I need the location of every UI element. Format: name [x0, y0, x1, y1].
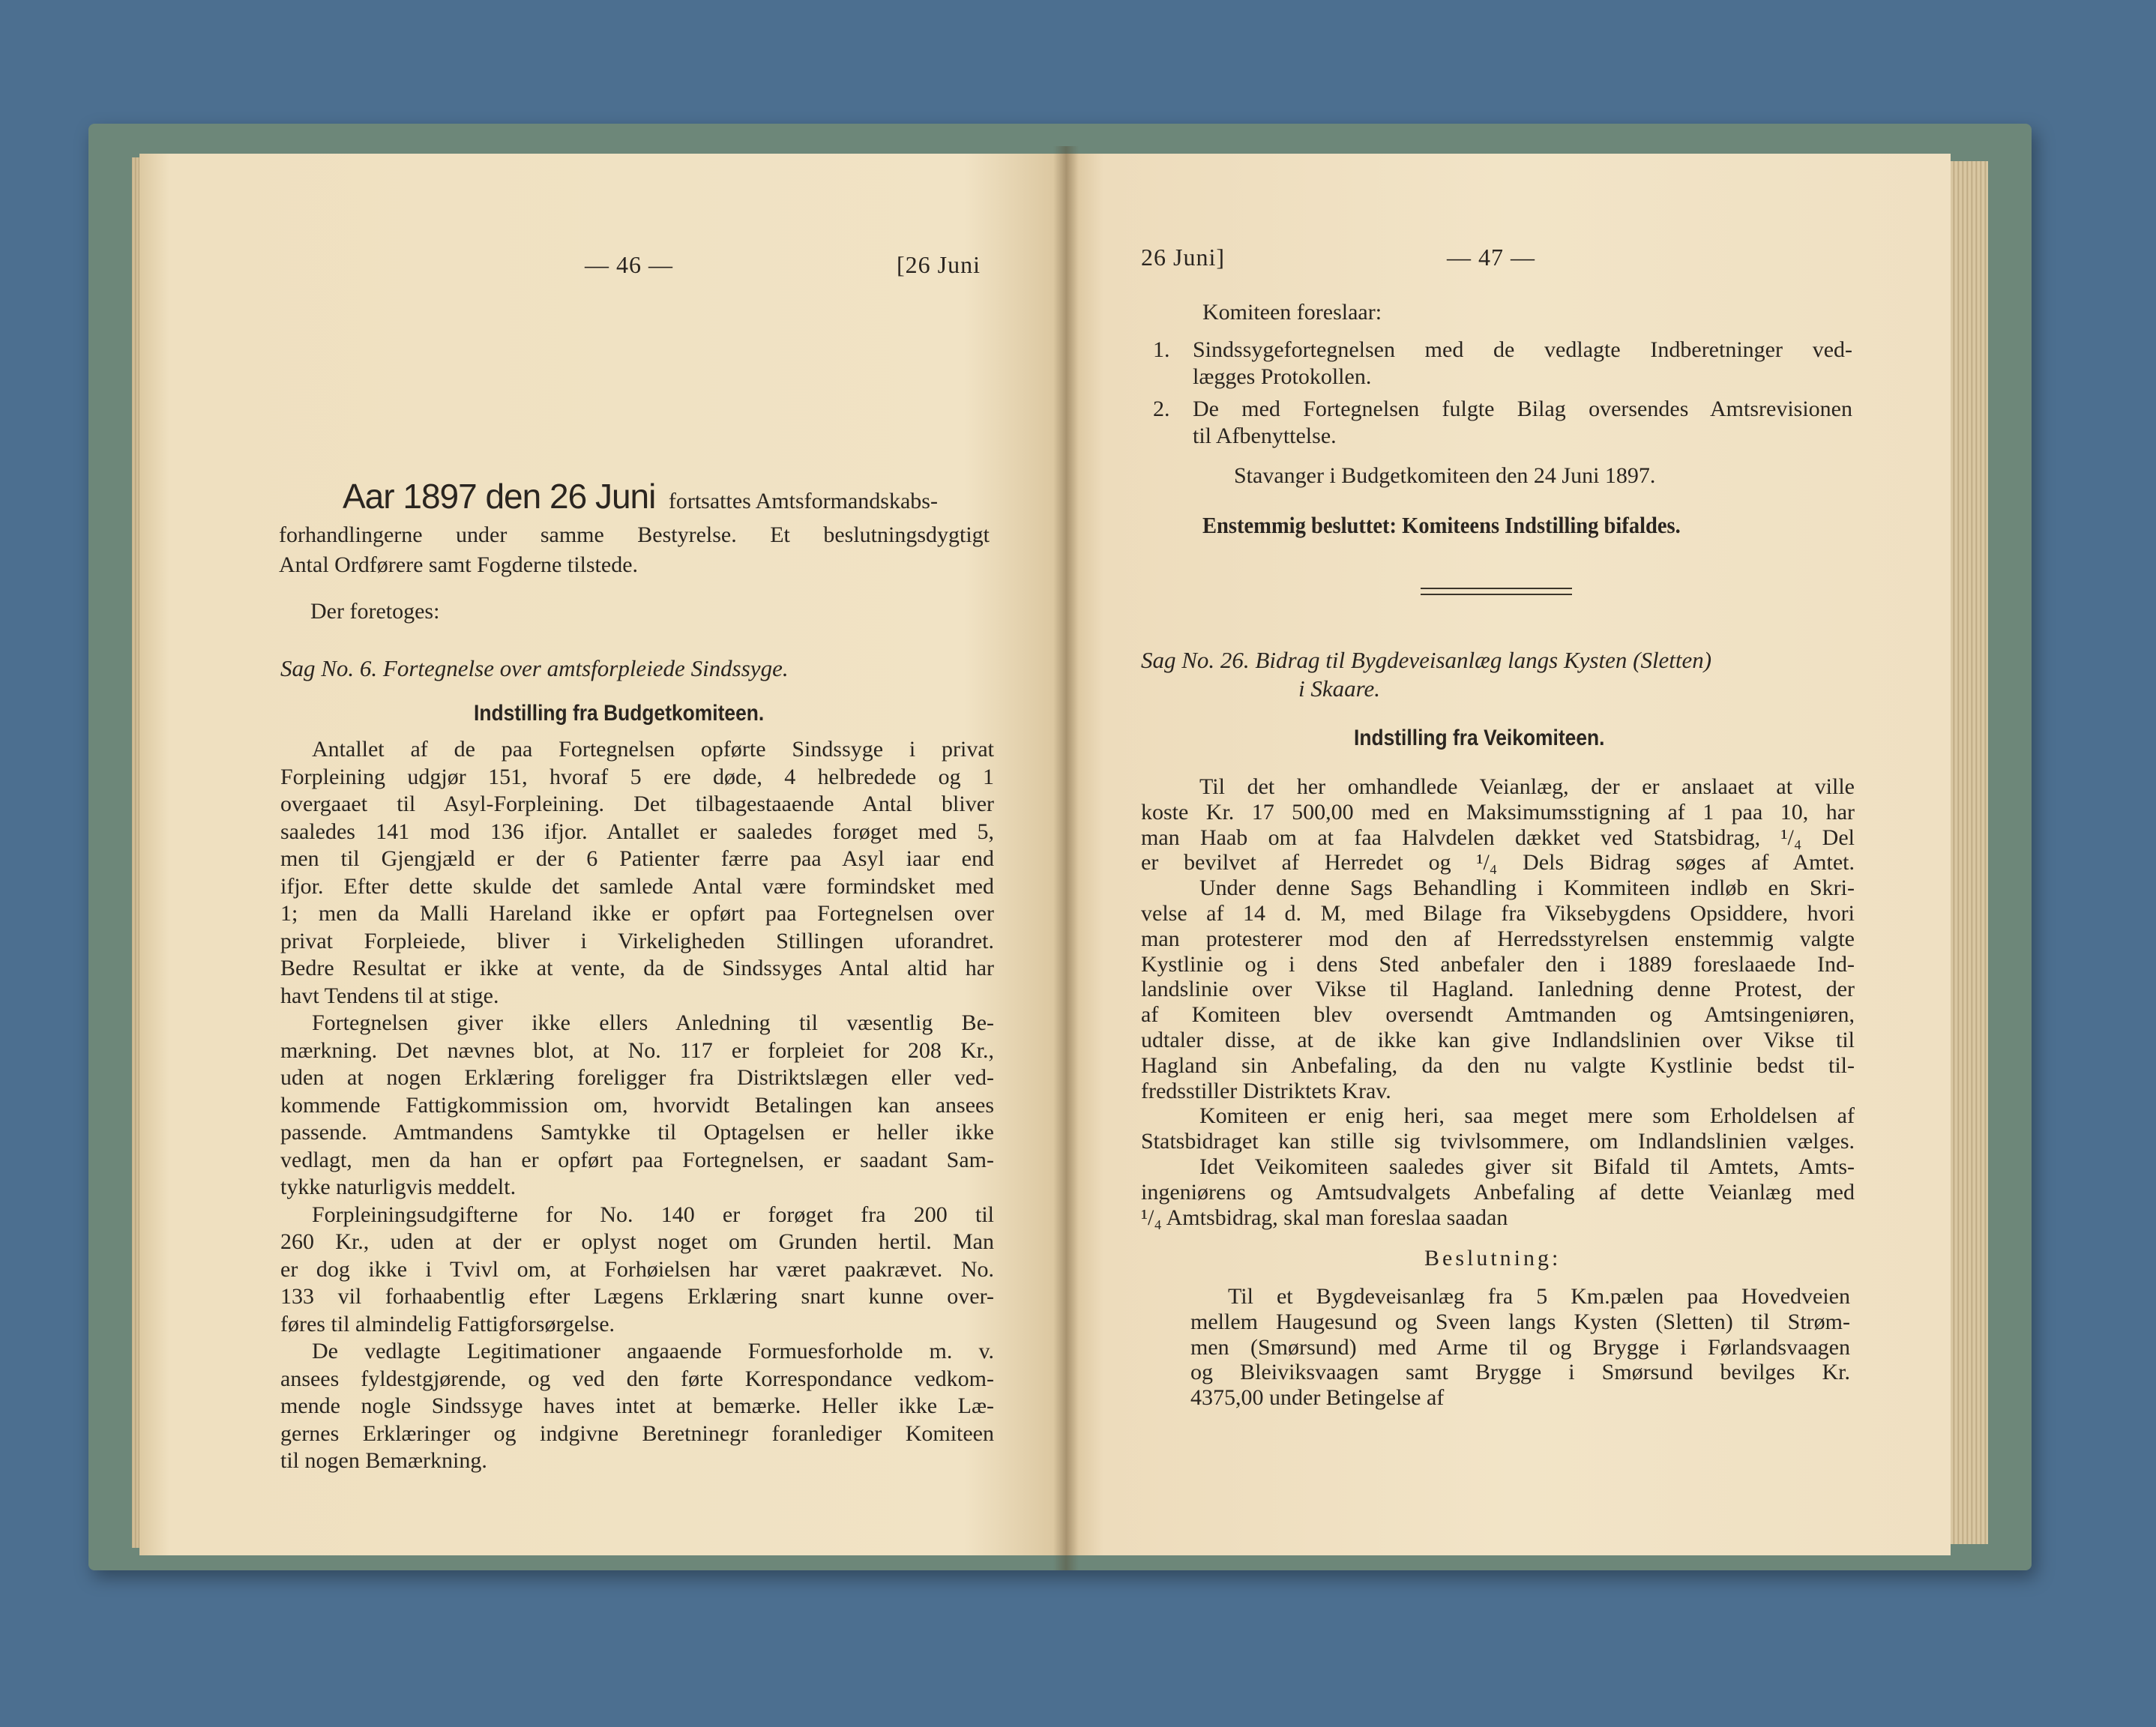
body-line: men til Gjengjæld er der 6 Patienter færre paa Asyl iaar end [280, 846, 994, 871]
body-line: udtaler disse, at de ikke kan give Indlandslinien over Vikse til [1141, 1028, 1855, 1052]
right-page-edge [1951, 161, 1988, 1544]
body-line: kommende Fattigkommission om, hvorvidt Betalingen kan ansees [280, 1092, 994, 1118]
resolution-line: Enstemmig besluttet: Komiteens Indstilling bifaldes. [1202, 512, 1681, 538]
left-section-heading: Indstilling fra Budgetkomiteen. [474, 701, 765, 726]
body-line: landslinie over Vikse til Hagland. Ianledning denne Protest, der [1141, 977, 1855, 1002]
opening-line: Antal Ordførere samt Fogderne tilstede. [279, 552, 639, 577]
body-line: 260 Kr., uden at der er oplyst noget om Grunden hertil. Man [280, 1229, 994, 1254]
decision-line: Til et Bygdeveisanlæg fra 5 Km.pælen paa Hovedveien [1228, 1284, 1850, 1309]
right-case-title-1: Sag No. 26. Bidrag til Bygdeveisanlæg langs Kysten (Sletten) [1141, 647, 1712, 673]
body-line: Hagland sin Anbefaling, da den nu valgte Kystlinie bedst til- [1141, 1052, 1855, 1078]
body-line: koste Kr. 17 500,00 med en Maksimumsstigning af 1 paa 10, har [1141, 799, 1855, 825]
body-line: ansees fyldestgjørende, og ved den førte Korrespondance vedkom- [280, 1366, 994, 1391]
body-line: Statsbidraget kan stille sig tvivlsommere, om Indlandslinien vælges. [1141, 1129, 1855, 1154]
right-date-header: 26 Juni] [1141, 244, 1225, 271]
proposal-item-number: 2. [1153, 397, 1170, 421]
divider-rule-bottom [1421, 594, 1572, 595]
body-line: af Komiteen blev oversendt Amtmanden og Amtsingeniøren, [1141, 1002, 1855, 1028]
body-line: overgaaet til Asyl-Forpleining. Det tilbagestaaende Antal bliver [280, 792, 994, 816]
body-line: Idet Veikomiteen saaledes giver sit Bifald til Amtets, Amts- [1199, 1154, 1855, 1179]
body-line: Kystlinie og i dens Sted anbefaler den i 1889 foreslaaede Ind- [1141, 951, 1855, 977]
body-line: Forpleiningsudgifterne for No. 140 er forøget fra 200 til [312, 1202, 994, 1227]
body-line: fredsstiller Distriktets Krav. [1141, 1078, 1391, 1103]
decision-line: 4375,00 under Betingelse af [1190, 1385, 1445, 1411]
body-line: Under denne Sags Behandling i Kommiteen indløb en Skri- [1199, 875, 1855, 901]
decision-line: mellem Haugesund og Sveen langs Kysten (Sletten) til Strøm- [1190, 1309, 1850, 1334]
left-page-number: — 46 — [585, 251, 673, 278]
body-line: Antallet af de paa Fortegnelsen opførte Sindssyge i privat [312, 737, 994, 762]
left-date-header: [26 Juni [897, 251, 981, 278]
body-line: gernes Erklæringer og indgivne Beretninegr foranlediger Komiteen [280, 1420, 994, 1446]
proposal-intro: Komiteen foreslaar: [1202, 300, 1382, 325]
proposal-item-line: til Afbenyttelse. [1193, 424, 1337, 448]
body-line: mende nogle Sindssyge haves intet at bemærke. Heller ikke Læ- [280, 1393, 994, 1418]
proposal-item-line: lægges Protokollen. [1193, 364, 1372, 389]
divider-rule-top [1421, 588, 1572, 589]
body-line: tykke naturligvis meddelt. [280, 1175, 517, 1199]
body-line: Bedre Resultat er ikke at vente, da de Sindssyges Antal altid har [280, 956, 994, 980]
body-line: Til det her omhandlede Veianlæg, der er anslaaet at ville [1199, 774, 1855, 799]
opening-line: forhandlingerne under samme Bestyrelse. Et beslutningsdygtigt [279, 522, 990, 547]
book-gutter [1053, 146, 1079, 1570]
body-line: Fortegnelsen giver ikke ellers Anledning til væsentlig Be- [312, 1010, 994, 1035]
opening-lead: Aar 1897 den 26 Juni [343, 477, 656, 516]
decision-heading: Beslutning: [1424, 1246, 1562, 1271]
right-page-number: — 47 — [1447, 244, 1535, 271]
body-line: føres til almindelig Fattigforsørgelse. [280, 1311, 615, 1336]
decision-line: og Bleiviksvaagen samt Brygge i Smørsund bevilges Kr. [1190, 1360, 1850, 1385]
decision-line: men (Smørsund) med Arme til og Brygge i Førlandsvaagen [1190, 1334, 1850, 1360]
proposal-item-line: De med Fortegnelsen fulgte Bilag oversendes Amtsrevisionen [1193, 397, 1852, 421]
body-line: er dog ikke i Tvivl om, at Forhøielsen har været paakrævet. No. [280, 1256, 994, 1282]
body-line: saaledes 141 mod 136 ifjor. Antallet er saaledes forøget med 5, [280, 819, 994, 844]
opening-line-1: fortsattes Amtsformandskabs- [668, 489, 938, 513]
left-case-title: Sag No. 6. Fortegnelse over amtsforpleiede Sindssyge. [280, 655, 789, 681]
right-case-title-2: i Skaare. [1298, 675, 1381, 702]
body-line: mærkning. Det nævnes blot, at No. 117 er forpleiet for 208 Kr., [280, 1037, 994, 1063]
opening-line: Der foretoges: [310, 599, 440, 624]
body-line: ifjor. Efter dette skulde det samlede Antal være formindsket med [280, 873, 994, 899]
body-line: De vedlagte Legitimationer angaaende Formuesforholde m. v. [312, 1339, 994, 1363]
right-section-heading: Indstilling fra Veikomiteen. [1354, 726, 1605, 750]
proposal-item-line: Sindssygefortegnelsen med de vedlagte Indberetninger ved- [1193, 337, 1852, 362]
body-line: man protesterer mod den af Herredsstyrelsen enstemmig valgte [1141, 926, 1855, 951]
proposal-item-number: 1. [1153, 337, 1170, 362]
body-line: vedlagt, men da han er opført paa Fortegnelsen, er saadant Sam- [280, 1147, 994, 1172]
body-line: man Haab om at faa Halvdelen dækket ved Statsbidrag, ¹/₄ Del [1141, 825, 1855, 850]
body-line: 133 vil forhaabentlig efter Lægens Erklæring snart kunne over- [280, 1284, 994, 1309]
body-line: uden at nogen Erklæring foreligger fra Distriktslægen eller ved- [280, 1065, 994, 1090]
body-line: ingeniørens og Amtsudvalgets Anbefaling af dette Veianlæg med [1141, 1179, 1855, 1205]
body-line: 1; men da Malli Hareland ikke er opført paa Fortegnelsen over [280, 901, 994, 926]
body-line: velse af 14 d. M, med Bilage fra Viksebygdens Opsiddere, hvori [1141, 901, 1855, 926]
body-line: passende. Amtmandens Samtykke til Optagelsen er heller ikke [280, 1120, 994, 1145]
body-line: Komiteen er enig heri, saa meget mere som Erholdelsen af [1199, 1103, 1855, 1129]
opening-first-line [343, 477, 938, 516]
body-line: havt Tendens til at stige. [280, 983, 499, 1008]
signature-line: Stavanger i Budgetkomiteen den 24 Juni 1897. [1234, 463, 1656, 488]
body-line: ¹/₄ Amtsbidrag, skal man foreslaa saadan [1141, 1205, 1508, 1230]
body-line: er bevilvet af Herredet og ¹/₄ Dels Bidrag søges af Amtet. [1141, 850, 1855, 875]
body-line: privat Forpleiede, bliver i Virkeligheden Stillingen uforandret. [280, 928, 994, 953]
body-line: til nogen Bemærkning. [280, 1448, 487, 1473]
body-line: Forpleining udgjør 151, hvoraf 5 ere døde, 4 helbredede og 1 [280, 764, 994, 789]
